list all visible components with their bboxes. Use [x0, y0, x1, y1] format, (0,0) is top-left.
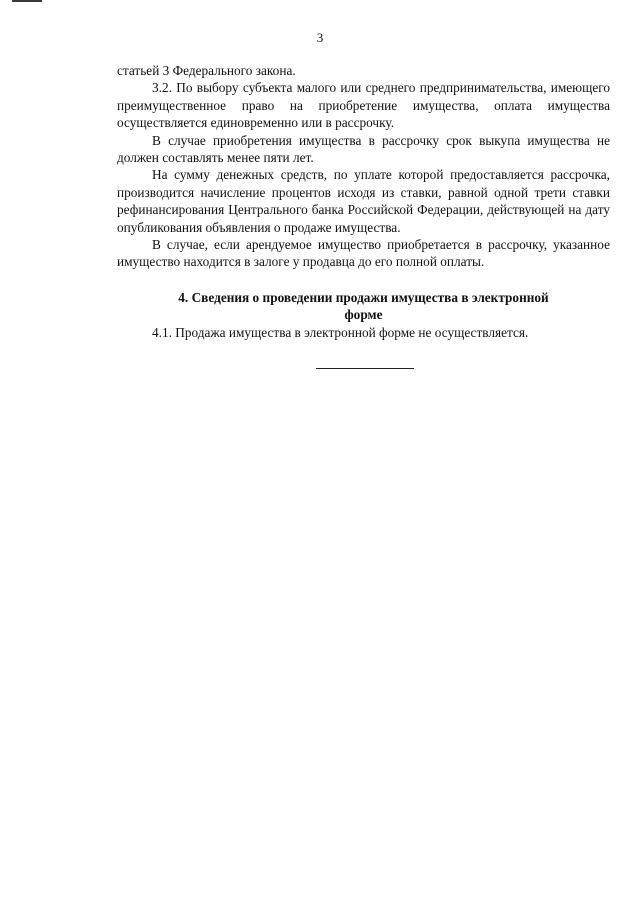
section-4-heading — [117, 289, 610, 324]
closing-divider — [316, 368, 414, 369]
paragraph-3-2: 3.2. По выбору субъекта малого или среднего предпринимательства, имеющего преимущественное право на приобретение имущества, оплата имущества осуществляется единовременно или в рассрочку. — [117, 80, 610, 131]
document-body — [117, 62, 610, 369]
section-4-heading-line1: 4. Сведения о проведении продажи имущества в электронной — [178, 289, 549, 305]
paragraph-installment-term: В случае приобретения имущества в рассрочку срок выкупа имущества не должен составлять менее пяти лет. — [117, 132, 610, 166]
paragraph-pledge: В случае, если арендуемое имущество приобретается в рассрочку, указанное имущество находится в залоге у продавца до его полной оплаты. — [117, 237, 610, 270]
paragraph-continuation: статьей 3 Федерального закона. — [117, 63, 296, 78]
paragraph-interest: На сумму денежных средств, по уплате которой предоставляется рассрочка, производится начисление процентов исходя из ставки, равной одной трети ставки рефинансирования Центрального банка Российской Федерации, действующей на дату опубликования объявления о продаже имущества. — [117, 167, 610, 235]
section-4-heading-line2: форме — [344, 307, 383, 323]
paragraph-4-1: 4.1. Продажа имущества в электронной форме не осуществляется. — [152, 324, 529, 340]
scan-corner-mark — [12, 0, 42, 2]
page-number: 3 — [316, 30, 324, 45]
